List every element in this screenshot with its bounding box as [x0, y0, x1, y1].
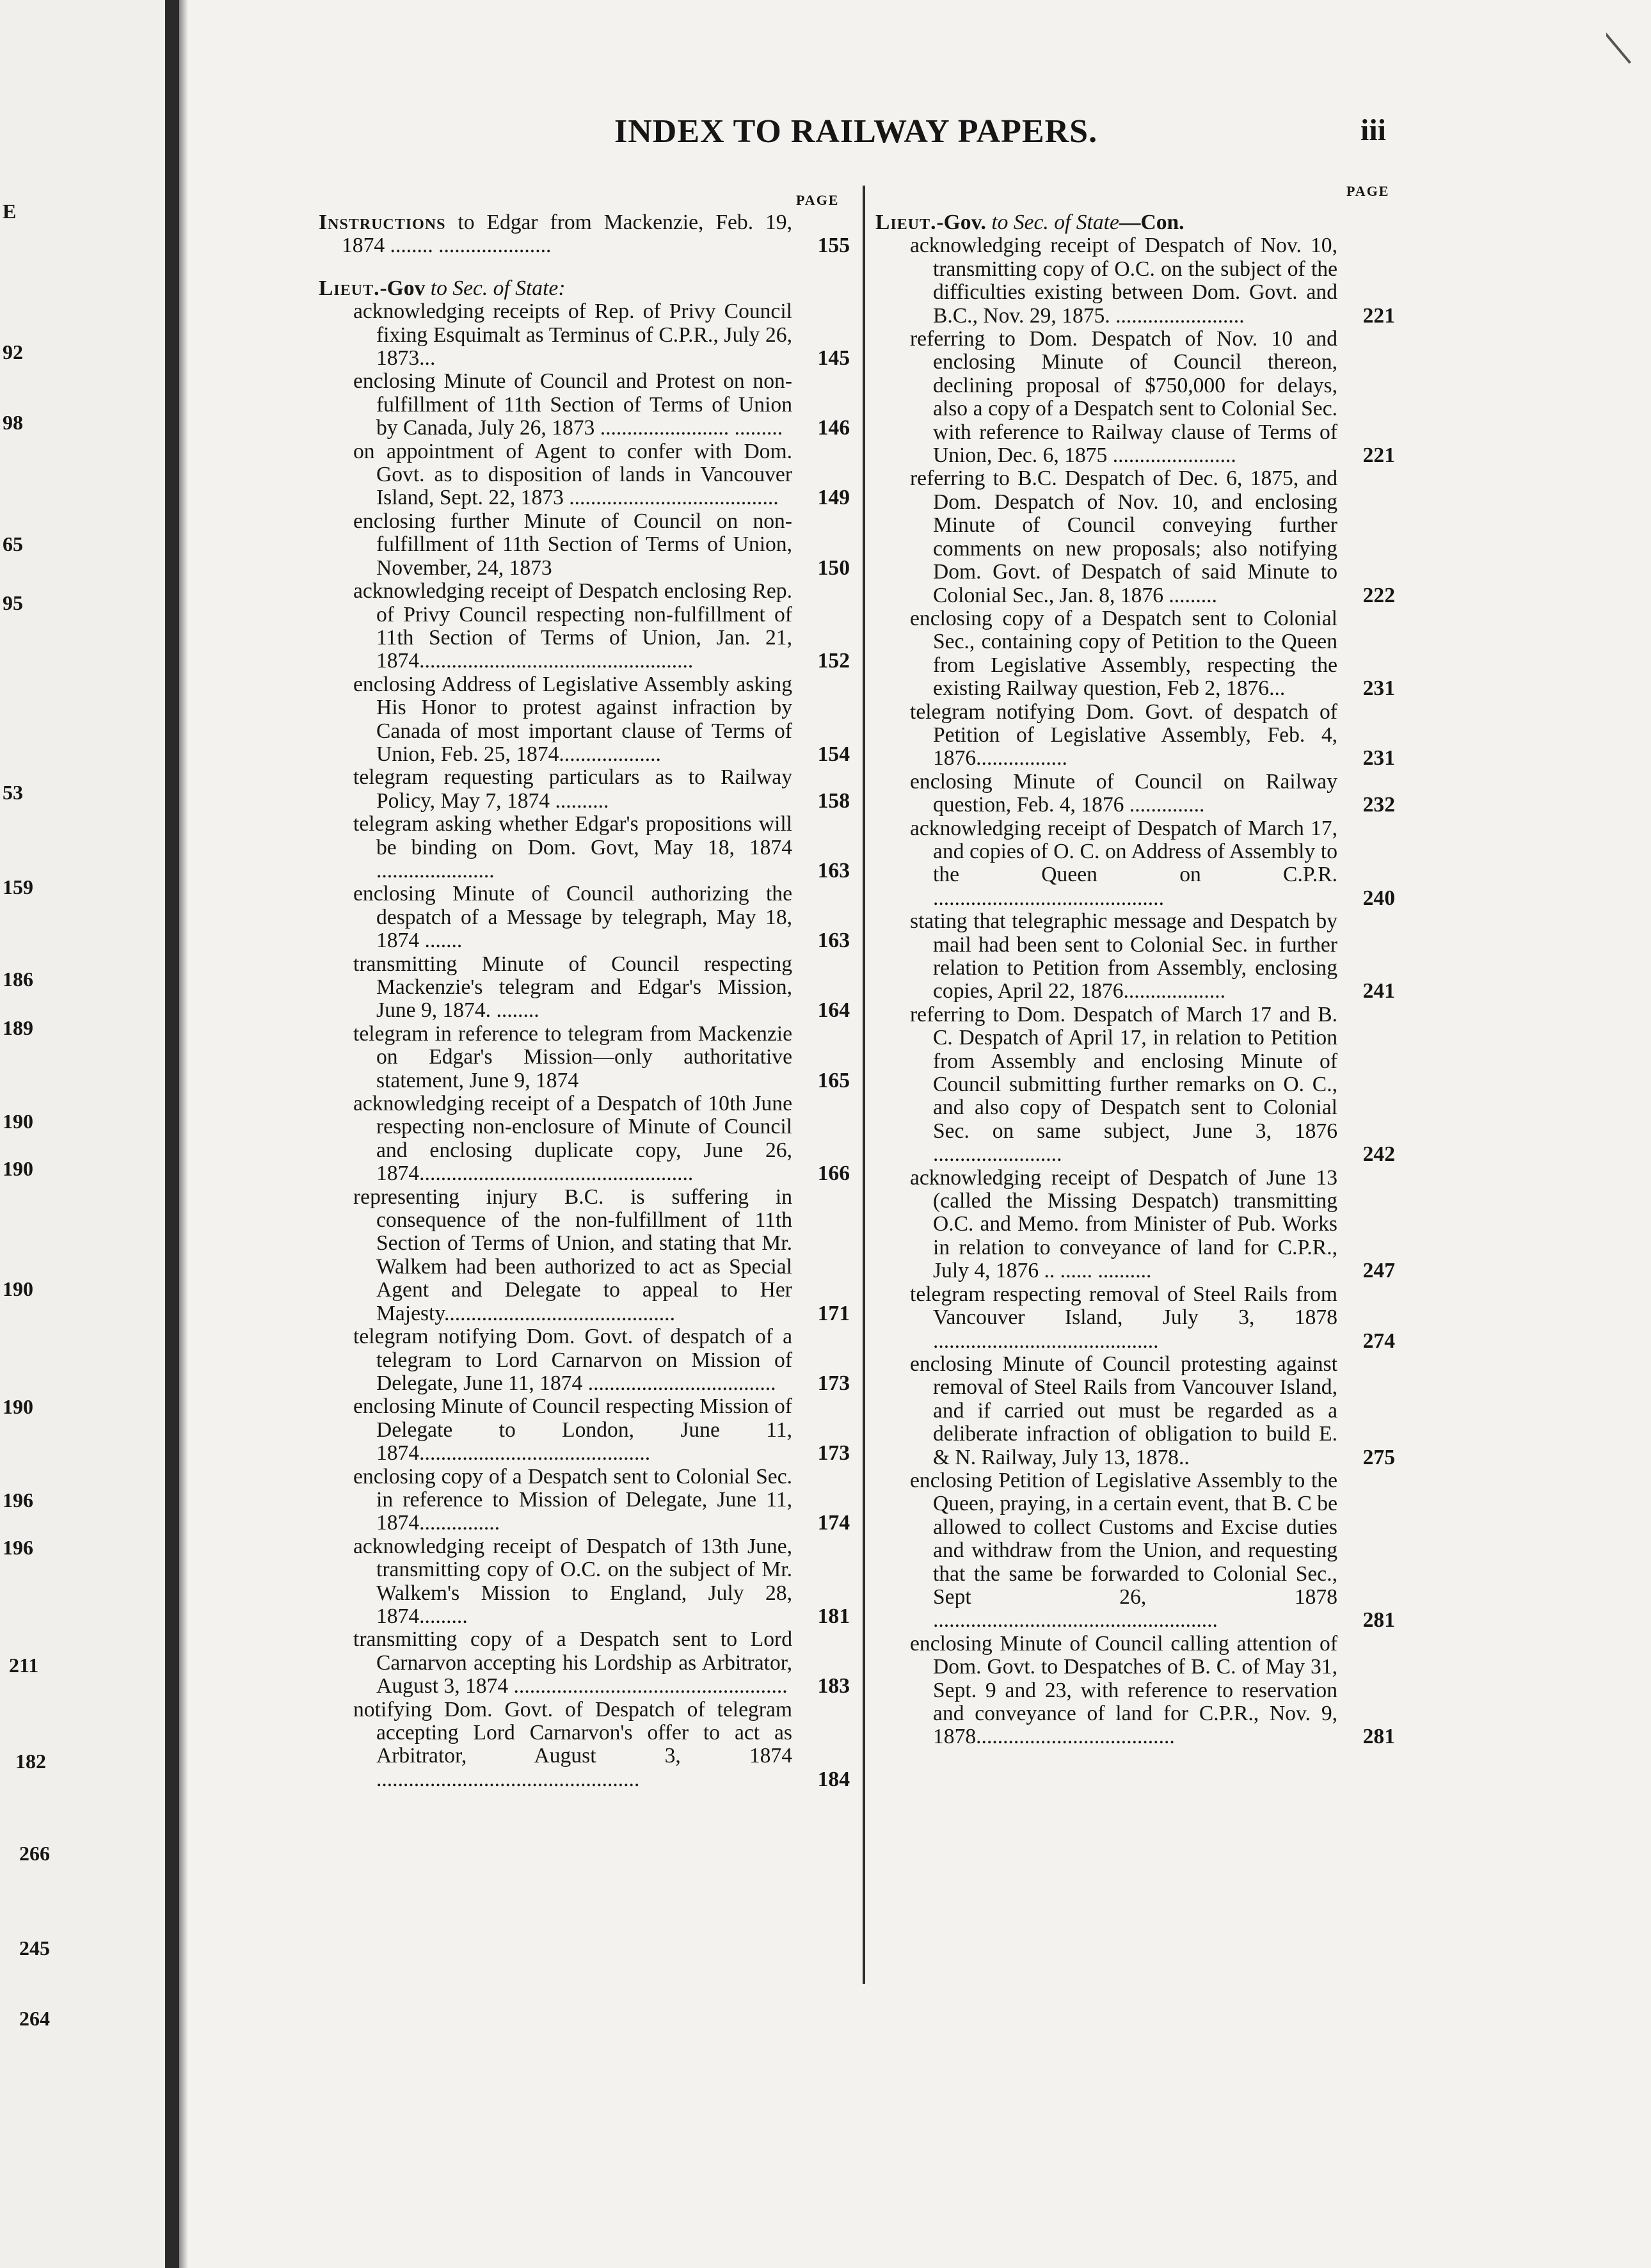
entry-text: representing injury B.C. is suffering in consequence of the non-fulfillment of 11th Section of Terms of Union, and stating that Mr. Walkem had been authorized to act as Special Agent and Delegate to appeal to Her Majesty........................................... [353, 1185, 792, 1325]
entry-text: transmitting Minute of Council respecting Mackenzie's telegram and Edgar's Mission, June 9, 1874. ........ [353, 952, 792, 1023]
index-entry [875, 817, 1395, 911]
entry-head: Instructions [319, 211, 446, 234]
edge-number: 190 [3, 1157, 33, 1180]
page-number: 184 [817, 1767, 850, 1791]
entry-text: telegram notifying Dom. Govt. of despatch of a telegram to Lord Carnarvon on Mission of Delegate, June 11, 1874 ................................... [353, 1325, 792, 1395]
page-number: 163 [817, 858, 850, 882]
edge-number: 186 [3, 968, 33, 991]
index-entry [319, 300, 850, 370]
entry-text: enclosing Address of Legislative Assembly asking His Honor to protest against infraction by Canada of most important clause of Terms of Union, Feb. 25, 1874................... [353, 672, 792, 766]
index-entry [875, 467, 1395, 607]
entry-text: telegram asking whether Edgar's propositions will be binding on Dom. Govt, May 18, 1874 ...................... [353, 812, 792, 882]
left-column [319, 211, 850, 1791]
page-number: 149 [817, 486, 850, 510]
heading-connector: -Gov. [936, 211, 992, 234]
index-entry [319, 673, 850, 767]
page-number: 150 [817, 555, 850, 580]
index-entry [875, 910, 1395, 1003]
entry-text: notifying Dom. Govt. of Despatch of telegram accepting Lord Carnarvon's offer to act as Arbitrator, August 3, 1874 ................................................. [353, 1697, 792, 1791]
page-number: 221 [1362, 443, 1395, 468]
page-number: 155 [817, 234, 850, 258]
edge-number: 190 [3, 1110, 33, 1133]
entry-text: acknowledging receipt of Despatch of June 13 (called the Missing Despatch) transmitting O.C. and Memo. from Minister of Pub. Works in relation to conveyance of land for C.P.R., July 4, 1876 .. ...... .......... [910, 1165, 1337, 1283]
section-heading [875, 211, 1395, 234]
page-number: 145 [817, 346, 850, 371]
entry-text: enclosing Minute of Council calling attention of Dom. Govt. to Despatches of B. C. of May 31, Sept. 9 and 23, with reference to reservation and conveyance of land for C.P.R., Nov. 9, 1878..................................... [910, 1631, 1337, 1749]
page-number: 165 [817, 1068, 850, 1092]
page-number: 275 [1362, 1445, 1395, 1469]
page-number: 231 [1362, 676, 1395, 701]
index-entry [319, 766, 850, 813]
index-entry [319, 813, 850, 882]
entry-text: telegram requesting particulars as to Railway Policy, May 7, 1874 .......... [353, 765, 792, 813]
page-number: 181 [817, 1604, 850, 1628]
page-folio: iii [1360, 113, 1387, 147]
entry-text: acknowledging receipt of Despatch enclosing Rep. of Privy Council respecting non-fulfillment of 11th Section of Terms of Union, Jan. 21, 1874................................................... [353, 579, 792, 673]
entry-text: telegram notifying Dom. Govt. of despatch of Petition of Legislative Assembly, Feb. 4, 1876................. [910, 699, 1337, 771]
entry-text: referring to Dom. Despatch of Nov. 10 and enclosing Minute of Council thereon, declining proposal of $750,000 for delays, also a copy of a Despatch sent to Colonial Sec. with reference to Railway clause of Terms of Union, Dec. 6, 1875 ....................... [910, 327, 1337, 468]
edge-number: 196 [3, 1489, 33, 1512]
index-entry [875, 234, 1395, 328]
page-number: 173 [817, 1441, 850, 1465]
index-entry [875, 1353, 1395, 1469]
index-entry [875, 328, 1395, 467]
index-entry [319, 1628, 850, 1698]
index-entry [319, 440, 850, 510]
page-number: 158 [817, 788, 850, 813]
heading-title: to Sec. of State: [430, 276, 566, 300]
index-entry [319, 1535, 850, 1629]
edge-number: 65 [3, 532, 23, 555]
page-number: 242 [1362, 1142, 1395, 1167]
entry-text: stating that telegraphic message and Despatch by mail had been sent to Colonial Sec. in further relation to Petition from Assembly, enclosing copies, April 22, 1876................... [910, 909, 1337, 1003]
entry-text: enclosing Minute of Council authorizing the despatch of a Message by telegraph, May 18, 1874 ....... [353, 882, 792, 953]
index-entry [319, 953, 850, 1023]
edge-number: E [3, 200, 17, 223]
page-number: 152 [817, 649, 850, 673]
index-entry [319, 882, 850, 952]
index-entry [875, 771, 1395, 817]
edge-number: 159 [3, 875, 33, 898]
entry-text: enclosing Minute of Council respecting Mission of Delegate to London, June 11, 1874........................................... [353, 1394, 792, 1465]
entry-text: to Edgar from Mackenzie, Feb. 19, 1874 ........ ..................... [342, 211, 792, 258]
entry-text: enclosing Petition of Legislative Assembly to the Queen, praying, in a certain event, that B. C be allowed to collect Customs and Excise duties and withdraw from the Union, and requesting that the same be forwarded to Colonial Sec., Sept 26, 1878 ..................................................... [910, 1468, 1337, 1633]
page-number: 164 [817, 998, 850, 1023]
heading-suffix: —Con. [1119, 211, 1184, 234]
page-number: 146 [817, 416, 850, 440]
index-entry [875, 701, 1395, 771]
edge-number: 92 [3, 340, 23, 363]
index-entry [319, 211, 850, 258]
entry-text: on appointment of Agent to confer with Dom. Govt. as to disposition of lands in Vancouver Island, Sept. 22, 1873 ....................................... [353, 439, 792, 510]
page-number: 274 [1362, 1329, 1395, 1353]
entry-text: enclosing copy of a Despatch sent to Colonial Sec., containing copy of Petition to the Queen from Legislative Assembly, respecting the existing Railway question, Feb 2, 1876... [910, 606, 1337, 701]
edge-number: 98 [3, 411, 23, 434]
page-number: 241 [1362, 979, 1395, 1003]
index-entry [875, 1469, 1395, 1633]
index-entry [875, 1167, 1395, 1283]
right-column [875, 211, 1395, 1749]
edge-number: 196 [3, 1536, 33, 1559]
index-entry [875, 1283, 1395, 1353]
edge-number: 53 [3, 781, 23, 804]
entry-text: enclosing further Minute of Council on non-fulfillment of 11th Section of Terms of Union, November, 24, 1873 [353, 509, 792, 580]
index-entry [319, 1698, 850, 1792]
entry-text: referring to Dom. Despatch of March 17 and B. C. Despatch of April 17, in relation to Petition from Assembly and enclosing Minute of Council submitting further remarks on O. C., and also copy of Despatch sent to Colonial Sec. on same subject, June 3, 1876 ........................ [910, 1002, 1337, 1167]
page-column-label-left: PAGE [796, 192, 840, 208]
index-entry [319, 370, 850, 440]
index-entry [319, 1325, 850, 1395]
page-number: 232 [1362, 793, 1395, 817]
edge-number: 245 [19, 1937, 50, 1960]
entry-text: transmitting copy of a Despatch sent to Lord Carnarvon accepting his Lordship as Arbitrator, August 3, 1874 ................................................... [353, 1627, 792, 1698]
page-number: 247 [1362, 1259, 1395, 1283]
entry-text: enclosing Minute of Council on Railway question, Feb. 4, 1876 .............. [910, 769, 1337, 817]
page-number: 281 [1362, 1608, 1395, 1633]
index-entry [875, 1003, 1395, 1167]
edge-number: 264 [19, 2007, 50, 2030]
page-number: 154 [817, 742, 850, 766]
index-entry [319, 580, 850, 673]
page-number: 166 [817, 1162, 850, 1186]
page-number: 231 [1362, 746, 1395, 771]
entry-text: referring to B.C. Despatch of Dec. 6, 1875, and Dom. Despatch of Nov. 10, and enclosing Minute of Council conveying further comments on new proposals; also notifying Dom. Govt. of Despatch of said Minute to Colonial Sec., Jan. 8, 1876 ......... [910, 467, 1337, 607]
heading-title: to Sec. of State [991, 211, 1119, 234]
page-number: 221 [1362, 303, 1395, 328]
index-entry [319, 1092, 850, 1186]
binding-gutter [165, 0, 179, 2268]
entry-text: telegram respecting removal of Steel Rails from Vancouver Island, July 3, 1878 .......................................... [910, 1282, 1337, 1353]
entry-text: acknowledging receipt of a Despatch of 10th June respecting non-enclosure of Minute of Council and enclosing duplicate copy, June 26, 1874................................................... [353, 1092, 792, 1186]
page-number: 174 [817, 1511, 850, 1535]
edge-number: 95 [3, 591, 23, 614]
column-divider [863, 186, 865, 1984]
page-corner-fold [1606, 0, 1651, 64]
index-entry [319, 1395, 850, 1465]
index-entry [319, 1186, 850, 1325]
index-entry [319, 1465, 850, 1535]
index-entry [319, 1023, 850, 1092]
edge-number: 266 [19, 1842, 50, 1865]
entry-text: telegram in reference to telegram from Mackenzie on Edgar's Mission—only authoritative statement, June 9, 1874 [353, 1021, 792, 1092]
page-number: 281 [1362, 1725, 1395, 1749]
page-column-label-right: PAGE [1346, 183, 1390, 199]
left-page-strip [0, 0, 165, 2268]
edge-number: 190 [3, 1277, 33, 1300]
heading-lead: Lieut. [875, 211, 937, 234]
entry-text: enclosing Minute of Council and Protest on non-fulfillment of 11th Section of Terms of Union by Canada, July 26, 1873 ........................ ......... [353, 369, 792, 440]
edge-number: 190 [3, 1395, 33, 1418]
entry-text: acknowledging receipt of Despatch of Nov. 10, transmitting copy of O.C. on the subject of the difficulties existing between Dom. Govt. and B.C., Nov. 29, 1875. ........................ [910, 234, 1337, 328]
edge-number: 182 [15, 1750, 46, 1773]
page-number: 163 [817, 929, 850, 953]
edge-number: 211 [9, 1654, 39, 1677]
running-head: INDEX TO RAILWAY PAPERS. [614, 113, 1098, 150]
page-number: 173 [817, 1371, 850, 1395]
entry-text: acknowledging receipt of Despatch of 13th June, transmitting copy of O.C. on the subject of Mr. Walkem's Mission to England, July 28, 1874......... [353, 1534, 792, 1628]
edge-number: 189 [3, 1016, 33, 1039]
page-number: 183 [817, 1674, 850, 1698]
entry-text: enclosing Minute of Council protesting against removal of Steel Rails from Vancouver Island, and if carried out must be regarded as a deliberate infraction of obligation to build E. & N. Railway, July 13, 1878.. [910, 1352, 1337, 1469]
index-entry [319, 510, 850, 580]
gutter-shadow [179, 0, 188, 2268]
entry-text: acknowledging receipts of Rep. of Privy Council fixing Esquimalt as Terminus of C.P.R., July 26, 1873... [353, 299, 792, 371]
page-number: 171 [817, 1301, 850, 1325]
heading-lead: Lieut. [319, 276, 380, 300]
heading-connector: -Gov [379, 276, 431, 300]
index-entry [875, 607, 1395, 701]
index-entry [875, 1633, 1395, 1749]
page-number: 240 [1362, 886, 1395, 910]
entry-text: acknowledging receipt of Despatch of March 17, and copies of O. C. on Address of Assembly to the Queen on C.P.R. ........................................... [910, 816, 1337, 910]
entry-text: enclosing copy of a Despatch sent to Colonial Sec. in reference to Mission of Delegate, June 11, 1874............... [353, 1464, 792, 1535]
section-heading [319, 277, 850, 300]
page-number: 222 [1362, 583, 1395, 607]
